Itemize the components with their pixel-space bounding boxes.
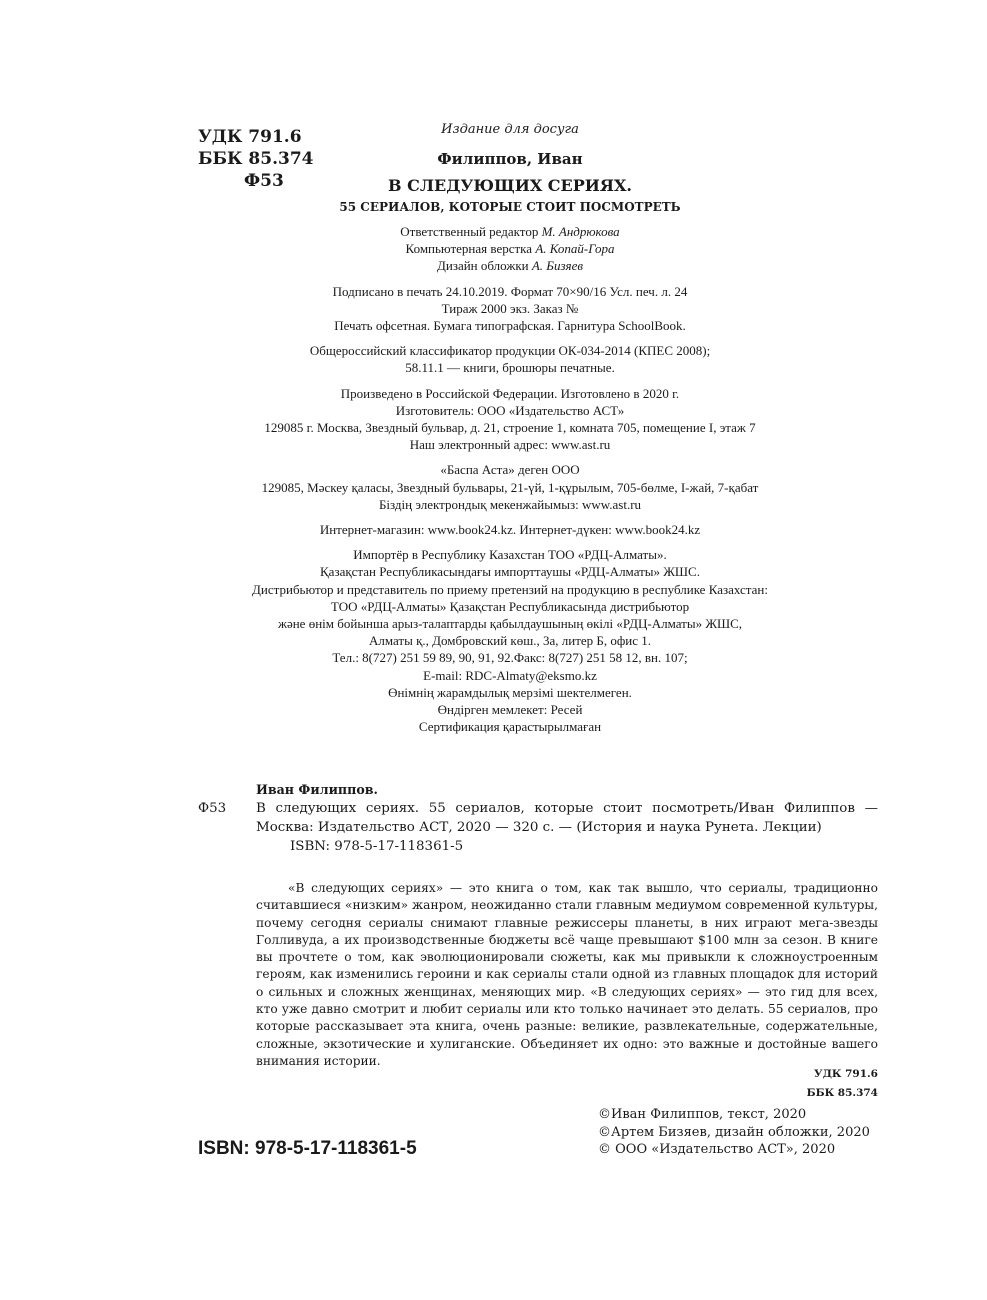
importer-line: Өнімнің жарамдылық мерзімі шектелмеген. bbox=[388, 684, 632, 700]
credit-editor: Ответственный редактор М. Андрюкова bbox=[400, 224, 620, 239]
udk-code: УДК 791.6 bbox=[198, 127, 302, 147]
book-subtitle: 55 СЕРИАЛОВ, КОТОРЫЕ СТОИТ ПОСМОТРЕТЬ bbox=[339, 200, 681, 214]
annotation-udk: УДК 791.6 bbox=[814, 1068, 878, 1080]
kazakh-line: «Баспа Аста» деген ООО bbox=[440, 462, 580, 478]
importer-line: және өнім бойынша арыз-талаптарды қабылдаушының өкілі «РДЦ-Алматы» ЖШС, bbox=[277, 616, 743, 632]
classifier-line: Общероссийский классификатор продукции ОК-034-2014 (КПЕС 2008); bbox=[309, 343, 711, 359]
importer-line: Алматы қ., Домбровский көш., 3а, литер Б, офис 1. bbox=[368, 633, 652, 649]
bibliographic-record bbox=[198, 780, 878, 856]
imprint-block bbox=[210, 223, 810, 735]
book-title: В СЛЕДУЮЩИХ СЕРИЯХ. bbox=[388, 176, 632, 195]
bib-author-header: Иван Филиппов. bbox=[256, 782, 378, 797]
importer-line: Дистрибьютор и представитель по приему претензий на продукцию в республике Казахстан: bbox=[252, 581, 768, 597]
bib-entry-row bbox=[198, 799, 878, 837]
copyright-line: ©Артем Бизяев, дизайн обложки, 2020 bbox=[598, 1124, 870, 1140]
producer-line: 129085 г. Москва, Звездный бульвар, д. 21, строение 1, комната 705, помещение I, этаж 7 bbox=[264, 420, 756, 436]
book-annotation: «В следующих сериях» — это книга о том, как так вышло, что сериалы, традиционно считавшиеся «низким» жанром, неожиданно стали главным медиумом современной культуры, почему сегодня сериалы снимают главные режиссеры планеты, в них играют мега-звезды Голливуда, а их производственные бюджеты всё чаще превышают $100 млн за сезон. В книге вы прочтете о том, как эволюционировали сюжеты, как мы привыкли к сложноустроенным героям, как изменились героини и как сериалы стали одной из главных площадок для историй о сильных и сложных женщинах, меняющих мир. «В следующих сериях» — это гид для всех, кто уже давно смотрит и любит сериалы или кто только начинает это делать. 55 сериалов, про которые рассказывает эта книга, очень разные: великие, развлекательные, содержательные, сложные, экзотические и хулиганские. Объединяет их одно: это важные и достойные вашего внимания истории. bbox=[256, 881, 878, 1068]
annotation-codes bbox=[807, 1065, 878, 1103]
importer-line: Қазақстан Республикасындағы импорттаушы «РДЦ-Алматы» ЖШС. bbox=[320, 564, 700, 580]
annotation-bbk: ББК 85.374 bbox=[806, 1087, 878, 1099]
credit-layout: Компьютерная верстка А. Копай-Гора bbox=[405, 241, 615, 257]
copyright-line: ©Иван Филиппов, текст, 2020 bbox=[598, 1107, 807, 1122]
bbk-code: ББК 85.374 bbox=[198, 149, 314, 169]
bib-isbn: ISBN: 978-5-17-118361-5 bbox=[290, 839, 464, 854]
print-line: Тираж 2000 экз. Заказ № bbox=[441, 300, 579, 316]
kazakh-line: Біздің электрондық мекенжайымыз: www.ast.ru bbox=[378, 496, 642, 512]
importer-line: ТОО «РДЦ-Алматы» Қазақстан Республикасында дистрибьютор bbox=[330, 598, 690, 614]
footer-isbn: ISBN: 978-5-17-118361-5 bbox=[198, 1138, 417, 1159]
producer-line: Произведено в Российской Федерации. Изготовлено в 2020 г. bbox=[340, 385, 680, 401]
kazakh-line: 129085, Мәскеу қаласы, Звездный бульвары, 21-үй, 1-құрылым, 705-бөлме, I-жай, 7-қабат bbox=[261, 479, 759, 495]
importer-line: Импортёр в Республику Казахстан ТОО «РДЦ-Алматы». bbox=[353, 547, 667, 563]
copyright-line: © ООО «Издательство АСТ», 2020 bbox=[598, 1142, 836, 1158]
classifier-line: 58.11.1 — книги, брошюры печатные. bbox=[405, 360, 615, 376]
bib-code: Ф53 bbox=[198, 801, 227, 816]
shop-line: Интернет-магазин: www.book24.kz. Интернет-дүкен: www.book24.kz bbox=[319, 522, 701, 538]
producer-line: Изготовитель: ООО «Издательство АСТ» bbox=[395, 402, 625, 418]
author-sign-code: Ф53 bbox=[244, 171, 284, 191]
credit-cover-design: Дизайн обложки А. Бизяев bbox=[437, 258, 583, 274]
importer-line: Сертификация қарастырылмаған bbox=[418, 719, 602, 735]
print-line: Печать офсетная. Бумага типографская. Гарнитура SchoolBook. bbox=[334, 318, 686, 334]
edition-tagline: Издание для досуга bbox=[441, 122, 579, 137]
importer-line: Өндірген мемлекет: Ресей bbox=[437, 702, 583, 718]
importer-line: Тел.: 8(727) 251 59 89, 90, 91, 92.Факс: 8(727) 251 58 12, вн. 107; bbox=[332, 650, 688, 666]
bib-entry-text: В следующих сериях. 55 сериалов, которые стоит посмотреть/Иван Филиппов — Москва: Издательство АСТ, 2020 — 320 с. — (История и наука Рунета. Лекции) bbox=[256, 801, 878, 835]
book-author: Филиппов, Иван bbox=[437, 150, 583, 168]
producer-line: Наш электронный адрес: www.ast.ru bbox=[409, 437, 611, 453]
copyright-block bbox=[598, 1106, 870, 1159]
importer-line: E-mail: RDC-Almaty@eksmo.kz bbox=[423, 667, 597, 683]
print-line: Подписано в печать 24.10.2019. Формат 70×90/16 Усл. печ. л. 24 bbox=[332, 283, 688, 299]
